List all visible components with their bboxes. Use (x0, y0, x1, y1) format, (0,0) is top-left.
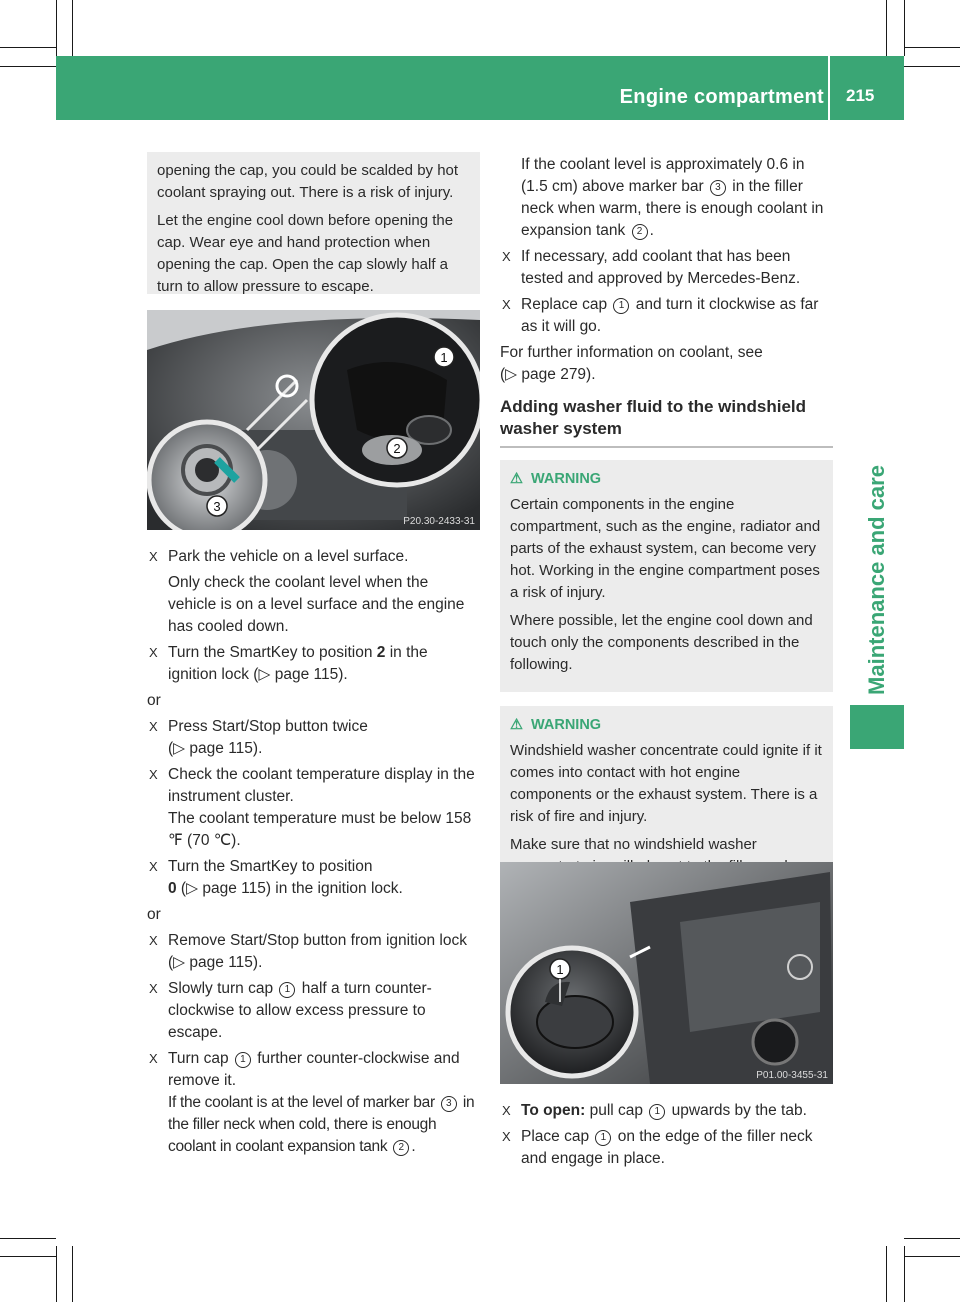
warning-box-continued (147, 152, 480, 294)
page-ref[interactable]: page 115). (189, 740, 263, 757)
warning-title: ⚠ WARNING (510, 717, 602, 733)
warning-text: Make sure that no windshield washer (510, 836, 757, 853)
crop-mark (904, 1238, 960, 1239)
callout-ref: 2 (632, 224, 648, 240)
step (147, 546, 480, 568)
step: X Remove Start/Stop button from ignition lock (▷ page 115). (149, 932, 467, 971)
callout-ref: 2 (393, 1140, 409, 1156)
step-text: Park the vehicle on a level surface. (168, 548, 409, 565)
callout-ref: 1 (235, 1052, 251, 1068)
section-heading: Adding washer fluid to the windshield washer system (500, 397, 806, 438)
step: X Turn the SmartKey to position 2 in the ignition lock (▷ page 115). (149, 644, 428, 683)
right-steps (500, 1096, 833, 1174)
crop-mark (904, 1246, 905, 1302)
left-steps (147, 542, 480, 1162)
washer-image (500, 862, 833, 1084)
step: X Check the coolant temperature display in the instrument cluster. The coolant temperature must be below 158 ℉ (70 ℃). (149, 766, 475, 849)
header-separator (828, 56, 830, 120)
crop-mark (0, 1256, 56, 1257)
paragraph: If the coolant level is approximately 0.6 in (1.5 cm) above marker bar 3 in the filler neck when warm, there is enough coolant in expansion tank 2 . (521, 156, 824, 239)
step: X Place cap 1 on the edge of the filler neck and engage in place. (502, 1128, 813, 1167)
warning-title: ⚠ WARNING (510, 471, 602, 487)
warning-text: Let the engine cool down before opening the cap. Wear eye and hand protection when opening the cap. Open the cap slowly half a turn to allow pressure to escape. (157, 212, 454, 295)
crop-mark (904, 47, 960, 48)
left-column (147, 152, 480, 294)
crop-mark (904, 1256, 960, 1257)
crop-mark (0, 47, 56, 48)
or-text: or (147, 906, 161, 923)
callout-3: 3 (213, 499, 221, 514)
step-arrow: X (149, 933, 158, 948)
crop-mark (0, 1238, 56, 1239)
warning-text: Windshield washer concentrate could ignite if it comes into contact with hot engine components or the exhaust system. There is a risk of fire and injury. (510, 742, 822, 825)
page-ref[interactable]: page 115). (189, 954, 263, 971)
step-arrow: X (149, 859, 158, 874)
section-tab-marker (850, 705, 904, 749)
step: X If necessary, add coolant that has been tested and approved by Mercedes-Benz. (502, 248, 801, 287)
page-ref[interactable]: page 115). (274, 666, 348, 683)
crop-mark (904, 66, 960, 67)
warning-icon: ⚠ (510, 717, 523, 733)
or-text: or (147, 692, 161, 709)
page-ref[interactable]: page 115) in the ignition lock. (202, 880, 403, 897)
callout-1: 1 (440, 350, 448, 365)
page-ref-arrow: ▷ (505, 366, 518, 383)
callout-1: 1 (556, 962, 564, 977)
coolant-image (147, 310, 480, 530)
crop-mark (0, 66, 56, 67)
right-column (500, 152, 833, 894)
callout-ref: 1 (279, 982, 295, 998)
step-arrow: X (149, 549, 158, 564)
step: X Replace cap 1 and turn it clockwise as far as it will go. (502, 296, 819, 335)
crop-mark (904, 0, 905, 56)
callout-ref: 3 (710, 180, 726, 196)
step: X Turn cap 1 further counter-clockwise and remove it. If the coolant is at the level of marker bar 3 in the filler neck when cold, there is enough coolant in coolant expansion tank 2 . (149, 1050, 475, 1155)
page-number: 215 (846, 86, 875, 105)
step-arrow: X (502, 1103, 511, 1118)
step-arrow: X (149, 767, 158, 782)
crop-mark (56, 0, 57, 56)
warning-text: Where possible, let the engine cool down and touch only the components described in the following. (510, 612, 813, 673)
crop-mark (72, 1246, 73, 1302)
callout-2: 2 (393, 441, 401, 456)
callout-ref: 1 (613, 298, 629, 314)
crop-mark (886, 0, 887, 56)
step: X Turn the SmartKey to position 0 (▷ page 115) in the ignition lock. (149, 858, 403, 897)
heading-rule (500, 446, 833, 448)
page-ref[interactable]: page 279). (521, 366, 596, 383)
step: X To open: pull cap 1 upwards by the tab. (500, 1100, 833, 1122)
image-ref: P20.30-2433-31 (403, 516, 475, 527)
page-ref-arrow: ▷ (258, 666, 271, 683)
step-arrow: X (502, 249, 511, 264)
step-arrow: X (502, 1129, 511, 1144)
warning-text: opening the cap, you could be scalded by hot coolant spraying out. There is a risk of injury. (157, 162, 459, 201)
image-ref: P01.00-3455-31 (756, 1070, 828, 1081)
crop-mark (56, 1246, 57, 1302)
page-ref-arrow: ▷ (173, 954, 186, 971)
step-arrow: X (149, 645, 158, 660)
step-arrow: X (149, 981, 158, 996)
paragraph: For further information on coolant, see (▷ page 279). (500, 344, 763, 383)
warning-icon: ⚠ (510, 471, 523, 487)
callout-ref: 3 (441, 1096, 457, 1112)
section-tab-label: Maintenance and care (864, 465, 889, 695)
crop-mark (886, 1246, 887, 1302)
callout-ref: 1 (649, 1104, 665, 1120)
step: X Press Start/Stop button twice (▷ page 115). (149, 718, 368, 757)
warning-box (500, 460, 833, 692)
page-title: Engine compartment (619, 86, 824, 108)
crop-mark (72, 0, 73, 56)
page-ref-arrow: ▷ (173, 740, 186, 757)
warning-text: Certain components in the engine compartment, such as the engine, radiator and parts of the exhaust system, can become very hot. Working in the engine compartment poses a risk of injury. (510, 496, 821, 601)
step-arrow: X (149, 719, 158, 734)
step-note: Only check the coolant level when the vehicle is on a level surface and the engine has cooled down. (168, 574, 465, 635)
callout-ref: 1 (595, 1130, 611, 1146)
step-arrow: X (149, 1051, 158, 1066)
page-ref-arrow: ▷ (186, 880, 199, 897)
step-arrow: X (502, 297, 511, 312)
step: X Slowly turn cap 1 half a turn counter-clockwise to allow excess pressure to escape. (149, 980, 432, 1041)
